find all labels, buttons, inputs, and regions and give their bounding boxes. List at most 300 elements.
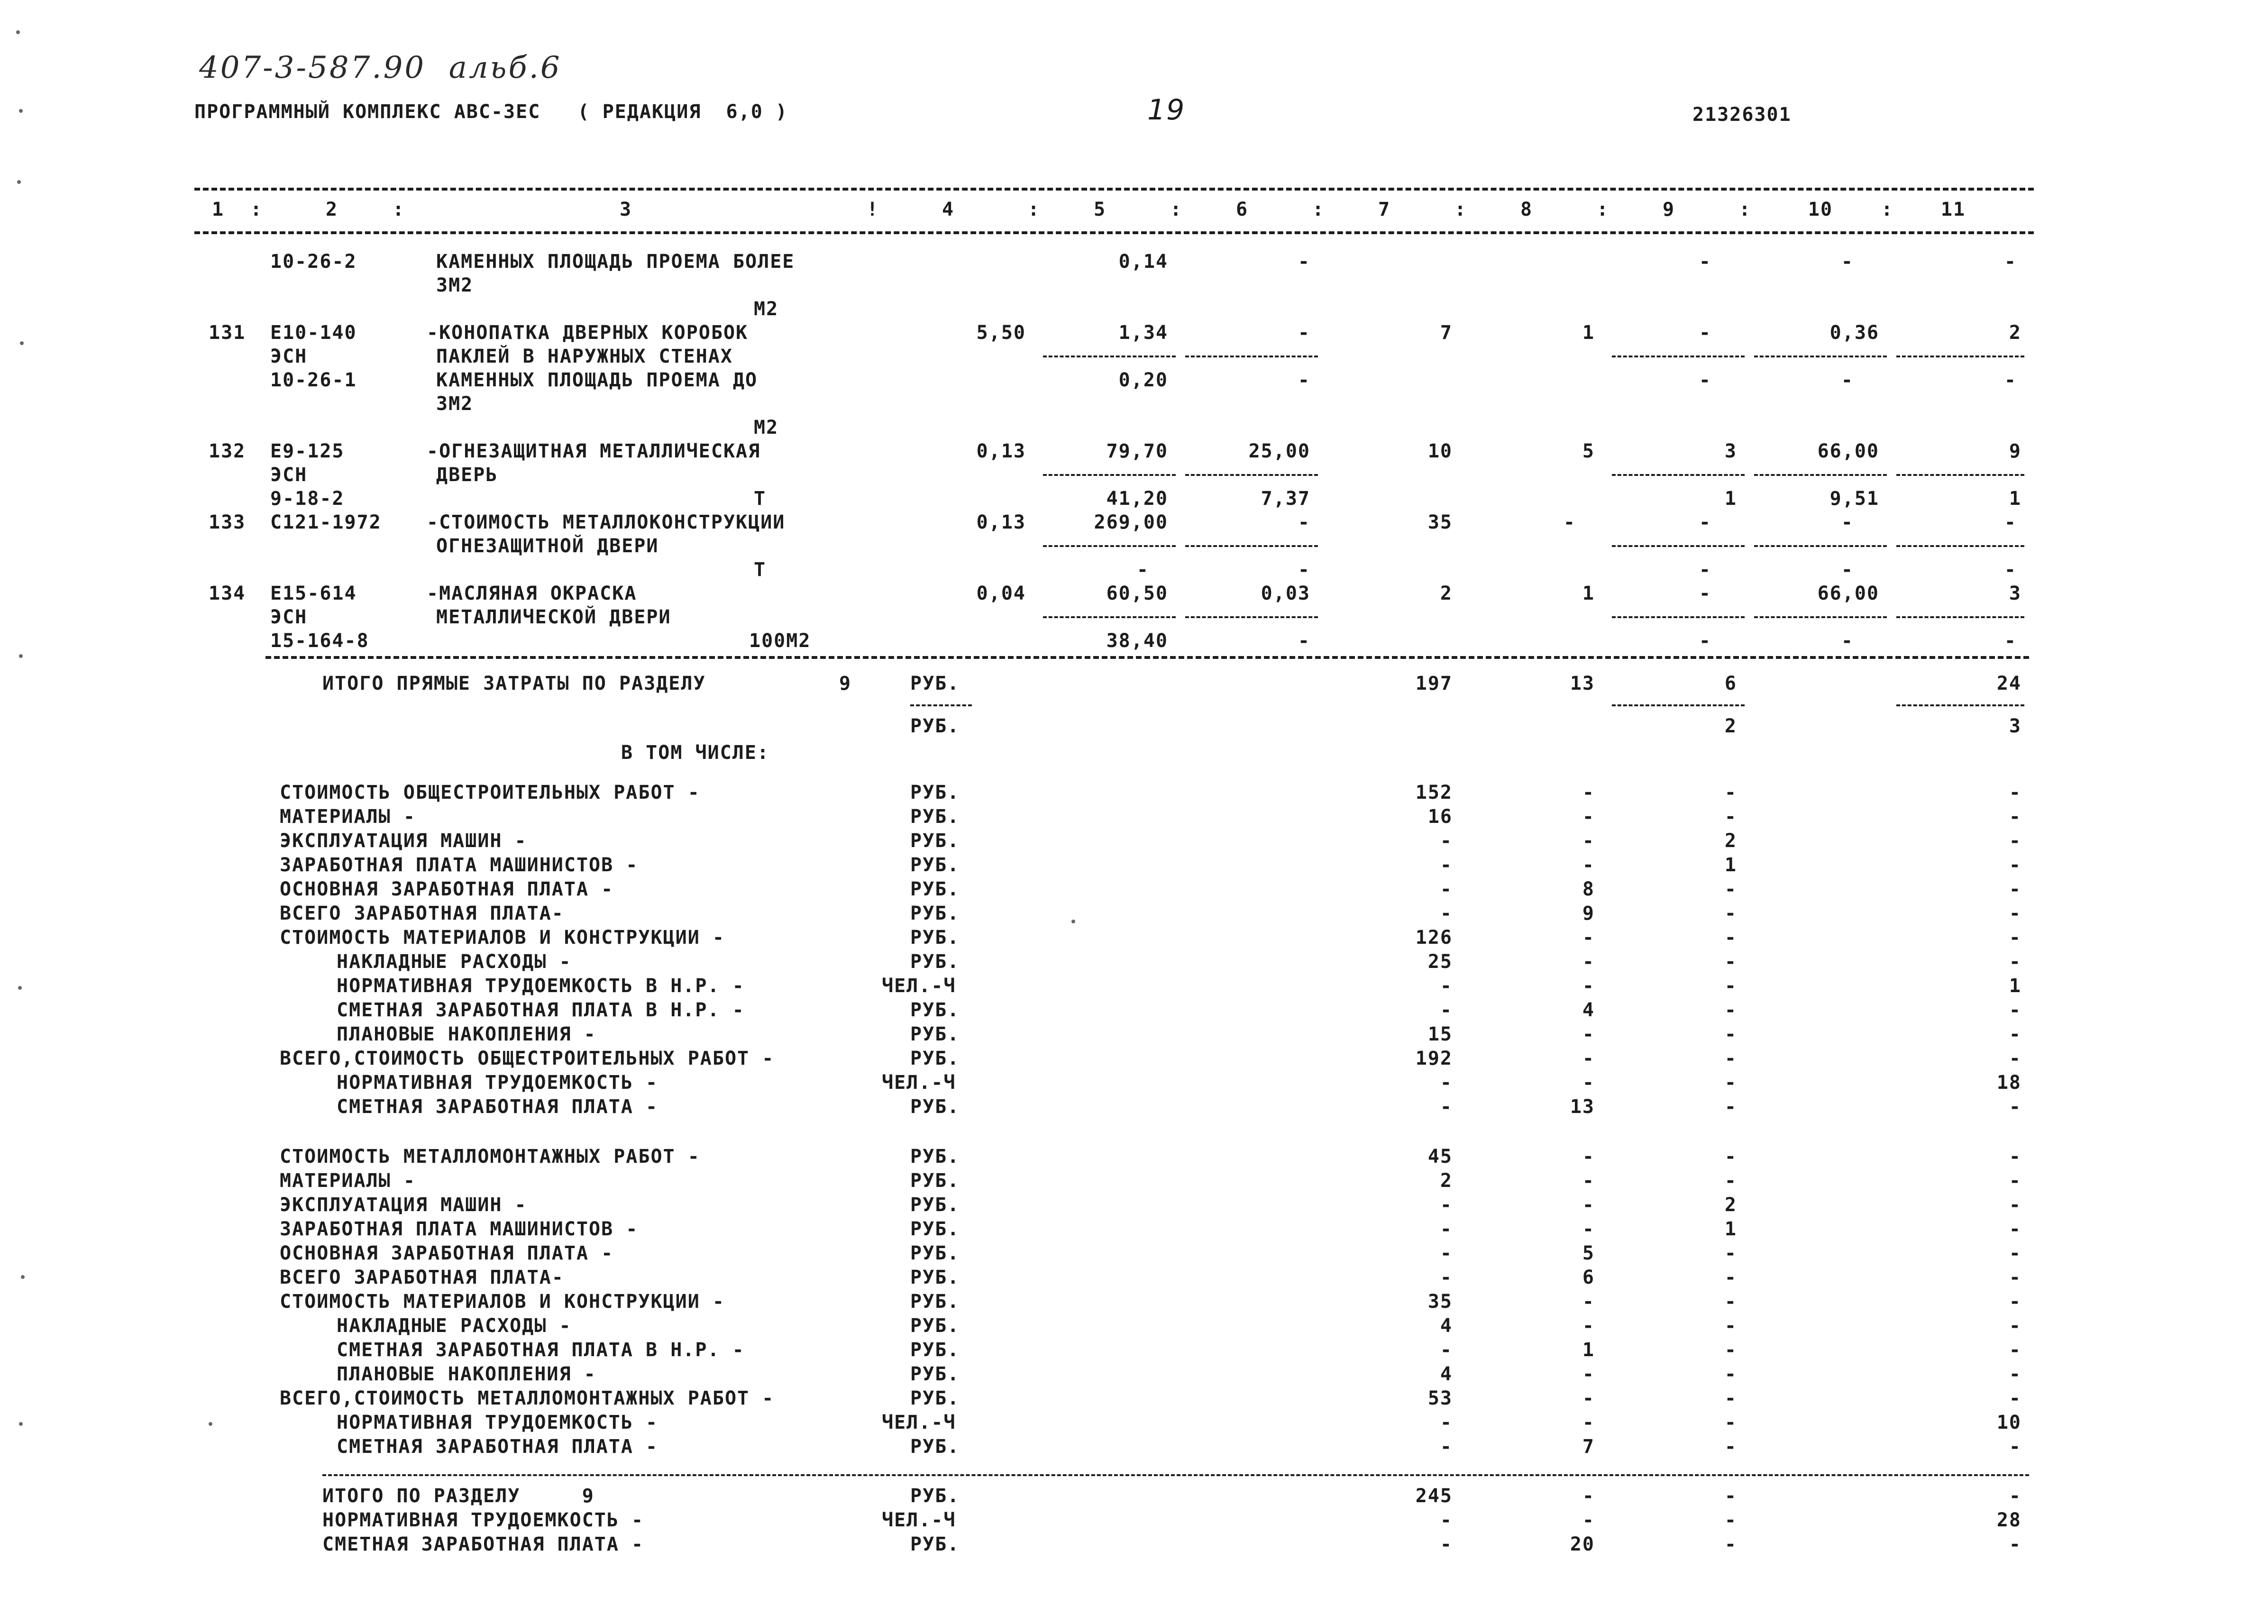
row-unit: РУБ. <box>910 1339 960 1361</box>
column-separator: : <box>1312 199 1324 220</box>
value-col7: - <box>1440 1339 1453 1361</box>
value-col7: 2 <box>1440 1170 1453 1192</box>
value-col9: 2 <box>1724 830 1737 852</box>
value-col11: - <box>2009 830 2021 852</box>
row-number: 131 <box>209 322 246 344</box>
description-cont: МЕТАЛЛИЧЕСКОЙ ДВЕРИ <box>436 606 671 628</box>
row-unit: РУБ. <box>910 806 960 828</box>
total-section-number: 9 <box>839 673 852 694</box>
value-col11: - <box>2009 999 2021 1021</box>
value-col5: 1,34 <box>1118 322 1168 344</box>
row-unit: РУБ. <box>910 1048 960 1069</box>
value-col8: 6 <box>1582 1267 1595 1288</box>
value-col7: - <box>1440 1412 1453 1433</box>
value-col9: 3 <box>1724 440 1737 462</box>
description-cont: ПАКЛЕЙ В НАРУЖНЫХ СТЕНАХ <box>436 346 733 367</box>
total-col11: 24 <box>1996 673 2021 694</box>
total-unit: РУБ. <box>910 673 960 694</box>
row-unit: ЧЕЛ.-Ч <box>882 1072 956 1094</box>
underline <box>1896 616 2024 618</box>
row-label: СТОИМОСТЬ МАТЕРИАЛОВ И КОНСТРУКЦИИ - <box>280 1291 725 1313</box>
value-col9: - <box>1724 1533 1737 1555</box>
value-col11: - <box>2004 251 2017 273</box>
row-unit: РУБ. <box>910 1096 960 1118</box>
value-col5: - <box>1136 559 1149 581</box>
row-label: СМЕТНАЯ ЗАРАБОТНАЯ ПЛАТА - <box>322 1533 644 1555</box>
total-col7: 197 <box>1415 673 1453 694</box>
underline <box>1612 356 1745 357</box>
row-label: ВСЕГО,СТОИМОСТЬ ОБЩЕСТРОИТЕЛЬНЫХ РАБОТ - <box>280 1048 775 1069</box>
value-col9: - <box>1724 1170 1737 1192</box>
row-label: НАКЛАДНЫЕ РАСХОДЫ - <box>337 951 572 973</box>
value-col10: 0,36 <box>1829 322 1879 344</box>
description-cont: 3М2 <box>436 393 474 415</box>
section-rule <box>265 656 2029 659</box>
description-cont: ОГНЕЗАЩИТНОЙ ДВЕРИ <box>436 535 659 557</box>
total-col9: 6 <box>1724 673 1737 694</box>
col-header-10: 10 <box>1808 199 1833 220</box>
value-col9: 2 <box>1724 1194 1737 1216</box>
value-col8: - <box>1582 1218 1595 1240</box>
code: Е9-125 <box>270 440 345 462</box>
value-col9: - <box>1724 1412 1737 1433</box>
row-unit: РУБ. <box>910 1267 960 1288</box>
value-col5: 41,20 <box>1106 488 1168 510</box>
col-header-2: 2 <box>325 199 338 220</box>
underline <box>1612 704 1745 706</box>
value-col9: - <box>1699 630 1711 652</box>
value-col8: 20 <box>1570 1533 1595 1555</box>
scan-speck <box>19 109 23 113</box>
column-separator: : <box>1738 199 1751 220</box>
value-col11: - <box>2009 1146 2021 1168</box>
underline <box>910 704 972 706</box>
value-col5: 60,50 <box>1106 583 1168 604</box>
value-col7: - <box>1440 1509 1453 1531</box>
value-col11: 1 <box>2009 488 2021 510</box>
value-col7: 7 <box>1440 322 1453 344</box>
value-col6: - <box>1298 559 1310 581</box>
value-col8: - <box>1582 1146 1595 1168</box>
code: 9-18-2 <box>270 488 345 510</box>
value-col6: - <box>1298 251 1310 273</box>
value-col8: - <box>1582 1023 1595 1045</box>
value-col10: 66,00 <box>1817 440 1879 462</box>
code: С121-1972 <box>270 511 382 533</box>
header-bottom-rule <box>194 231 2034 234</box>
underline <box>1896 545 2024 547</box>
row-label: СТОИМОСТЬ ОБЩЕСТРОИТЕЛЬНЫХ РАБОТ - <box>280 782 700 803</box>
column-separator: : <box>1881 199 1893 220</box>
row-unit: РУБ. <box>910 1363 960 1385</box>
row-label: ВСЕГО ЗАРАБОТНАЯ ПЛАТА- <box>280 903 564 924</box>
value-col4: 0,13 <box>976 440 1026 462</box>
value-col10: - <box>1841 511 1854 533</box>
table-top-rule <box>194 188 2034 191</box>
row-label: ЗАРАБОТНАЯ ПЛАТА МАШИНИСТОВ - <box>280 854 639 876</box>
value-col7: 126 <box>1415 927 1453 949</box>
col-header-3: 3 <box>619 199 632 220</box>
code: 10-26-1 <box>270 369 357 391</box>
value-col11: - <box>2009 1096 2021 1118</box>
value-col9: - <box>1724 1436 1737 1458</box>
row-unit: РУБ. <box>910 1146 960 1168</box>
value-col6: - <box>1298 511 1310 533</box>
value-col11: - <box>2009 782 2021 803</box>
value-col4: 0,04 <box>976 583 1026 604</box>
underline <box>1754 474 1887 476</box>
underline <box>1043 545 1176 547</box>
row-unit: РУБ. <box>910 1023 960 1045</box>
value-col11: - <box>2009 1048 2021 1069</box>
value-col6: 7,37 <box>1261 488 1310 510</box>
total-col11-2: 3 <box>2009 715 2021 737</box>
value-col11: 28 <box>1996 1509 2021 1531</box>
value-col7: 10 <box>1427 440 1453 462</box>
value-col11: 3 <box>2009 583 2021 604</box>
value-col9: - <box>1699 583 1711 604</box>
col-header-5: 5 <box>1093 199 1107 220</box>
description-cont: 3М2 <box>436 274 474 296</box>
value-col7: 16 <box>1427 806 1453 828</box>
value-col7: 192 <box>1415 1048 1453 1069</box>
row-label: НОРМАТИВНАЯ ТРУДОЕМКОСТЬ - <box>337 1412 658 1433</box>
value-col11: - <box>2004 630 2017 652</box>
row-unit: РУБ. <box>910 1533 960 1555</box>
value-col7: 53 <box>1427 1387 1453 1409</box>
value-col11: - <box>2009 1218 2021 1240</box>
value-col9: - <box>1724 1485 1737 1507</box>
including-heading: В ТОМ ЧИСЛЕ: <box>621 742 769 764</box>
scan-speck <box>18 986 22 990</box>
unit: М2 <box>754 417 779 438</box>
value-col7: 4 <box>1440 1363 1453 1385</box>
row-label: ЭКСПЛУАТАЦИЯ МАШИН - <box>280 1194 527 1216</box>
value-col8: 5 <box>1582 440 1595 462</box>
value-col7: - <box>1440 830 1453 852</box>
value-col8: - <box>1582 927 1595 949</box>
row-label: НОРМАТИВНАЯ ТРУДОЕМКОСТЬ В Н.Р. - <box>337 975 745 997</box>
unit: Т <box>754 559 767 581</box>
description: КАМЕННЫХ ПЛОЩАДЬ ПРОЕМА ДО <box>436 369 758 391</box>
value-col9: 1 <box>1724 488 1737 510</box>
value-col9: - <box>1699 369 1711 391</box>
description: КАМЕННЫХ ПЛОЩАДЬ ПРОЕМА БОЛЕЕ <box>436 251 795 273</box>
row-label: ВСЕГО,СТОИМОСТЬ МЕТАЛЛОМОНТАЖНЫХ РАБОТ - <box>280 1387 775 1409</box>
value-col11: - <box>2009 1023 2021 1045</box>
value-col7: - <box>1440 1242 1453 1264</box>
col-header-8: 8 <box>1520 199 1533 220</box>
row-unit: ЧЕЛ.-Ч <box>882 975 956 997</box>
value-col7: - <box>1440 1267 1453 1288</box>
value-col11: 10 <box>1996 1412 2021 1433</box>
value-col11: - <box>2004 369 2017 391</box>
row-unit: РУБ. <box>910 1218 960 1240</box>
underline <box>1185 474 1318 476</box>
row-label: СМЕТНАЯ ЗАРАБОТНАЯ ПЛАТА В Н.Р. - <box>337 999 745 1021</box>
row-unit: РУБ. <box>910 1387 960 1409</box>
row-number: 134 <box>209 583 246 604</box>
value-col7: 45 <box>1427 1146 1453 1168</box>
row-label: ПЛАНОВЫЕ НАКОПЛЕНИЯ - <box>337 1363 596 1385</box>
row-unit: РУБ. <box>910 1315 960 1337</box>
value-col10: - <box>1841 369 1854 391</box>
underline <box>1896 356 2024 357</box>
value-col7: 245 <box>1415 1485 1453 1507</box>
value-col9: - <box>1724 903 1737 924</box>
value-col11: - <box>2009 1387 2021 1409</box>
value-col9: - <box>1724 878 1737 900</box>
value-col8: - <box>1582 1072 1595 1094</box>
value-col11: - <box>2009 1194 2021 1216</box>
row-label: СМЕТНАЯ ЗАРАБОТНАЯ ПЛАТА - <box>337 1096 658 1118</box>
value-col11: 2 <box>2009 322 2021 344</box>
underline <box>1612 474 1745 476</box>
scan-speck <box>20 341 24 345</box>
value-col5: 38,40 <box>1106 630 1168 652</box>
value-col10: - <box>1841 559 1854 581</box>
value-col8: 1 <box>1582 583 1595 604</box>
column-separator: : <box>1454 199 1466 220</box>
description: -СТОИМОСТЬ МЕТАЛЛОКОНСТРУКЦИИ <box>427 511 786 533</box>
value-col6: - <box>1298 630 1310 652</box>
col-header-6: 6 <box>1235 199 1249 220</box>
value-col8: - <box>1582 1387 1595 1409</box>
col-header-4: 4 <box>942 199 955 220</box>
value-col9: - <box>1724 1096 1737 1118</box>
value-col7: - <box>1440 1533 1453 1555</box>
value-col10: 66,00 <box>1817 583 1879 604</box>
value-col8: - <box>1582 1315 1595 1337</box>
value-col11: 1 <box>2009 975 2021 997</box>
value-col8: 4 <box>1582 999 1595 1021</box>
value-col7: - <box>1440 878 1453 900</box>
col-header-7: 7 <box>1378 199 1391 220</box>
description: -КОНОПАТКА ДВЕРНЫХ КОРОБОК <box>427 322 749 344</box>
scan-speck <box>209 1422 212 1426</box>
handwritten-archive-code: 407-3-587.90 альб.6 <box>199 50 562 85</box>
row-number: 132 <box>209 440 246 462</box>
row-label: НОРМАТИВНАЯ ТРУДОЕМКОСТЬ - <box>337 1072 658 1094</box>
value-col9: 1 <box>1724 1218 1737 1240</box>
value-col9: - <box>1724 1339 1737 1361</box>
value-col9: - <box>1724 999 1737 1021</box>
value-col9: - <box>1724 1387 1737 1409</box>
code: Е10-140 <box>270 322 357 344</box>
value-col11: - <box>2009 1291 2021 1313</box>
value-col8: 1 <box>1582 1339 1595 1361</box>
row-unit: РУБ. <box>910 1170 960 1192</box>
value-col8: - <box>1582 1363 1595 1385</box>
value-col11: - <box>2009 1315 2021 1337</box>
value-col8: - <box>1563 511 1576 533</box>
value-col8: - <box>1582 975 1595 997</box>
value-col7: 15 <box>1427 1023 1453 1045</box>
underline <box>1043 616 1176 618</box>
row-label: МАТЕРИАЛЫ - <box>280 806 416 828</box>
row-label: СТОИМОСТЬ МАТЕРИАЛОВ И КОНСТРУКЦИИ - <box>280 927 725 949</box>
value-col9: - <box>1724 927 1737 949</box>
value-col8: 5 <box>1582 1242 1595 1264</box>
value-col8: 1 <box>1582 322 1595 344</box>
value-col7: - <box>1440 1218 1453 1240</box>
value-col4: 5,50 <box>976 322 1026 344</box>
underline <box>1896 704 2024 706</box>
description: -МАСЛЯНАЯ ОКРАСКА <box>427 583 637 604</box>
value-col9: - <box>1724 1267 1737 1288</box>
value-col11: - <box>2009 878 2021 900</box>
scan-speck <box>19 1422 23 1426</box>
value-col6: 25,00 <box>1248 440 1310 462</box>
page-number: 19 <box>1147 93 1186 127</box>
value-col5: 269,00 <box>1094 511 1168 533</box>
value-col9: - <box>1724 1509 1737 1531</box>
value-col9: - <box>1724 1072 1737 1094</box>
value-col11: 18 <box>1996 1072 2021 1094</box>
value-col11: - <box>2009 1436 2021 1458</box>
row-unit: РУБ. <box>910 903 960 924</box>
value-col10: - <box>1841 251 1854 273</box>
value-col11: - <box>2009 1170 2021 1192</box>
row-label: ИТОГО ПО РАЗДЕЛУ 9 <box>322 1485 594 1507</box>
value-col9: - <box>1724 806 1737 828</box>
description-cont: ДВЕРЬ <box>436 464 498 486</box>
value-col8: - <box>1582 830 1595 852</box>
row-unit: РУБ. <box>910 1436 960 1458</box>
row-label: ВСЕГО ЗАРАБОТНАЯ ПЛАТА- <box>280 1267 564 1288</box>
code: 15-164-8 <box>270 630 369 652</box>
value-col7: 2 <box>1440 583 1453 604</box>
col-header-9: 9 <box>1662 199 1675 220</box>
row-unit: РУБ. <box>910 878 960 900</box>
value-col4: 0,13 <box>976 511 1026 533</box>
value-col11: - <box>2004 559 2017 581</box>
value-col6: - <box>1298 322 1310 344</box>
underline <box>1185 616 1318 618</box>
value-col8: 9 <box>1582 903 1595 924</box>
value-col8: - <box>1582 854 1595 876</box>
value-col7: 35 <box>1427 1291 1453 1313</box>
column-separator: : <box>1596 199 1609 220</box>
value-col11: - <box>2009 903 2021 924</box>
value-col9: - <box>1724 1048 1737 1069</box>
row-unit: РУБ. <box>910 1291 960 1313</box>
value-col9: - <box>1699 322 1711 344</box>
unit: М2 <box>754 298 779 320</box>
column-separator: : <box>1170 199 1182 220</box>
total-col8: 13 <box>1570 673 1595 694</box>
underline <box>1043 474 1176 476</box>
value-col9: - <box>1724 1023 1737 1045</box>
value-col7: - <box>1440 999 1453 1021</box>
row-label: НОРМАТИВНАЯ ТРУДОЕМКОСТЬ - <box>322 1509 644 1531</box>
value-col7: - <box>1440 1436 1453 1458</box>
value-col7: 35 <box>1427 511 1453 533</box>
value-col8: - <box>1582 1485 1595 1507</box>
row-unit: РУБ. <box>910 830 960 852</box>
row-label: ОСНОВНАЯ ЗАРАБОТНАЯ ПЛАТА - <box>280 878 614 900</box>
underline <box>1896 474 2024 476</box>
row-label: НАКЛАДНЫЕ РАСХОДЫ - <box>337 1315 572 1337</box>
value-col7: - <box>1440 854 1453 876</box>
row-label: ЗАРАБОТНАЯ ПЛАТА МАШИНИСТОВ - <box>280 1218 639 1240</box>
row-label: СМЕТНАЯ ЗАРАБОТНАЯ ПЛАТА - <box>337 1436 658 1458</box>
value-col9: - <box>1699 559 1711 581</box>
code-cont: ЭСН <box>270 464 308 486</box>
value-col11: - <box>2009 1242 2021 1264</box>
value-col9: - <box>1724 1146 1737 1168</box>
value-col8: - <box>1582 951 1595 973</box>
value-col9: - <box>1699 251 1711 273</box>
value-col9: - <box>1724 782 1737 803</box>
value-col11: - <box>2004 511 2017 533</box>
row-unit: РУБ. <box>910 1485 960 1507</box>
value-col7: 4 <box>1440 1315 1453 1337</box>
document-code: 21326301 <box>1692 104 1792 126</box>
total-unit-2: РУБ. <box>910 715 960 737</box>
value-col8: - <box>1582 1048 1595 1069</box>
column-separator: : <box>250 199 262 220</box>
value-col8: - <box>1582 782 1595 803</box>
col-header-11: 11 <box>1940 199 1966 220</box>
value-col11: - <box>2009 1339 2021 1361</box>
value-col11: - <box>2009 1533 2021 1555</box>
code-cont: ЭСН <box>270 346 308 367</box>
row-label: ЭКСПЛУАТАЦИЯ МАШИН - <box>280 830 527 852</box>
value-col6: - <box>1298 369 1310 391</box>
value-col8: 8 <box>1582 878 1595 900</box>
row-label: ОСНОВНАЯ ЗАРАБОТНАЯ ПЛАТА - <box>280 1242 614 1264</box>
scan-speck <box>17 180 21 184</box>
value-col10: - <box>1841 630 1854 652</box>
value-col11: - <box>2009 927 2021 949</box>
value-col8: - <box>1582 1412 1595 1433</box>
underline <box>1754 356 1887 357</box>
scan-speck <box>16 30 20 34</box>
final-rule <box>322 1474 2029 1476</box>
code: 10-26-2 <box>270 251 357 273</box>
description: -ОГНЕЗАЩИТНАЯ МЕТАЛЛИЧЕСКАЯ <box>427 440 761 462</box>
value-col9: - <box>1724 1315 1737 1337</box>
underline <box>1754 545 1887 547</box>
total-label: ИТОГО ПРЯМЫЕ ЗАТРАТЫ ПО РАЗДЕЛУ <box>322 673 706 694</box>
value-col8: - <box>1582 806 1595 828</box>
underline <box>1612 616 1745 618</box>
code: Е15-614 <box>270 583 357 604</box>
row-unit: РУБ. <box>910 782 960 803</box>
value-col7: - <box>1440 903 1453 924</box>
value-col11: - <box>2009 1485 2021 1507</box>
value-col8: - <box>1582 1170 1595 1192</box>
value-col10: 9,51 <box>1829 488 1879 510</box>
program-title: ПРОГРАММНЫЙ КОМПЛЕКС АВС-3ЕС ( РЕДАКЦИЯ 6,0 ) <box>194 101 788 123</box>
underline <box>1612 545 1745 547</box>
row-unit: ЧЕЛ.-Ч <box>882 1412 956 1433</box>
value-col9: - <box>1724 951 1737 973</box>
value-col7: - <box>1440 1194 1453 1216</box>
value-col11: - <box>2009 854 2021 876</box>
column-separator: : <box>1027 199 1040 220</box>
column-separator: ! <box>866 199 878 220</box>
value-col5: 0,14 <box>1118 251 1168 273</box>
value-col8: - <box>1582 1509 1595 1531</box>
value-col6: 0,03 <box>1261 583 1310 604</box>
value-col11: 9 <box>2009 440 2021 462</box>
col-header-1: 1 <box>211 199 225 220</box>
row-label: ПЛАНОВЫЕ НАКОПЛЕНИЯ - <box>337 1023 596 1045</box>
row-unit: РУБ. <box>910 1194 960 1216</box>
row-unit: РУБ. <box>910 927 960 949</box>
